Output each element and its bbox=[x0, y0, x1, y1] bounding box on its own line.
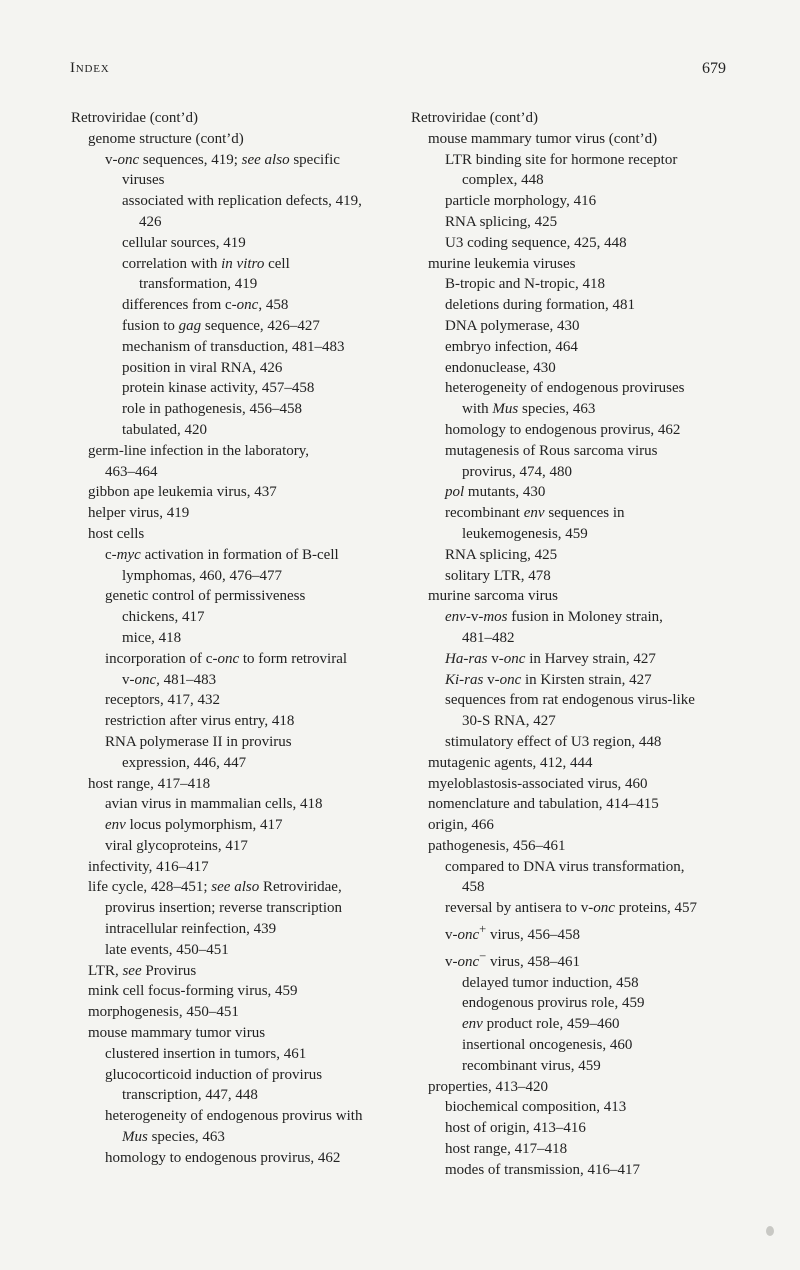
index-entry: with Mus species, 463 bbox=[462, 401, 596, 418]
index-entry: life cycle, 428–451; see also Retroviridae, bbox=[88, 879, 342, 896]
index-entry: provirus, 474, 480 bbox=[462, 463, 572, 480]
index-entry: 481–482 bbox=[462, 629, 515, 646]
index-entry: homology to endogenous provirus, 462 bbox=[445, 421, 681, 438]
index-entry: transformation, 419 bbox=[139, 276, 258, 293]
index-entry: complex, 448 bbox=[462, 172, 544, 189]
index-entry: v-onc sequences, 419; see also specific bbox=[105, 151, 340, 168]
index-entry: compared to DNA virus transformation, bbox=[445, 858, 685, 875]
index-entry: murine sarcoma virus bbox=[428, 588, 558, 605]
index-entry: myeloblastosis-associated virus, 460 bbox=[428, 775, 648, 792]
page-header bbox=[70, 60, 726, 82]
index-entry: mink cell focus-forming virus, 459 bbox=[88, 983, 298, 1000]
index-entry: gibbon ape leukemia virus, 437 bbox=[88, 484, 277, 501]
index-entry: v-onc− virus, 458–461 bbox=[445, 948, 580, 970]
index-entry: c-myc activation in formation of B-cell bbox=[105, 546, 339, 563]
index-entry: tabulated, 420 bbox=[122, 421, 207, 438]
index-entry: origin, 466 bbox=[428, 817, 494, 834]
index-entry: 426 bbox=[139, 213, 162, 230]
index-entry: reversal by antisera to v-onc proteins, 457 bbox=[445, 900, 698, 917]
index-entry: 30-S RNA, 427 bbox=[462, 713, 556, 730]
index-entry: nomenclature and tabulation, 414–415 bbox=[428, 796, 659, 813]
index-entry: RNA polymerase II in provirus bbox=[105, 733, 292, 750]
index-entry: env-v-mos fusion in Moloney strain, bbox=[445, 609, 663, 626]
index-entry: solitary LTR, 478 bbox=[445, 567, 551, 584]
index-entry: embryo infection, 464 bbox=[445, 338, 578, 355]
index-entry: cellular sources, 419 bbox=[122, 234, 246, 251]
index-entry: sequences from rat endogenous virus-like bbox=[445, 692, 695, 709]
index-entry: Retroviridae (cont’d) bbox=[411, 110, 539, 126]
index-entry: mouse mammary tumor virus bbox=[88, 1025, 266, 1042]
index-entry: incorporation of c-onc to form retroviral bbox=[105, 650, 348, 667]
index-entry: Mus species, 463 bbox=[122, 1129, 225, 1146]
index-entry: 458 bbox=[462, 879, 485, 896]
page-number: 679 bbox=[702, 60, 726, 77]
running-head: Index bbox=[70, 60, 110, 76]
index-entry: RNA splicing, 425 bbox=[445, 546, 558, 563]
index-entry: intracellular reinfection, 439 bbox=[105, 921, 277, 938]
index-entry: Ki-ras v-onc in Kirsten strain, 427 bbox=[445, 671, 652, 688]
index-entry: helper virus, 419 bbox=[88, 505, 190, 522]
index-entry: endonuclease, 430 bbox=[445, 359, 556, 376]
index-entry: biochemical composition, 413 bbox=[445, 1099, 627, 1116]
index-entry: heterogeneity of endogenous provirus with bbox=[105, 1108, 363, 1125]
index-entry: mouse mammary tumor virus (cont’d) bbox=[428, 130, 658, 147]
index-entry: morphogenesis, 450–451 bbox=[88, 1004, 239, 1021]
index-entry: pathogenesis, 456–461 bbox=[428, 837, 566, 854]
index-entry: v-onc, 481–483 bbox=[122, 671, 217, 688]
index-entry: mice, 418 bbox=[122, 629, 182, 646]
index-entry: homology to endogenous provirus, 462 bbox=[105, 1149, 341, 1166]
index-entry: B-tropic and N-tropic, 418 bbox=[445, 276, 605, 293]
index-entry: deletions during formation, 481 bbox=[445, 297, 635, 314]
index-entry: modes of transmission, 416–417 bbox=[445, 1161, 640, 1178]
index-entry: mutagenesis of Rous sarcoma virus bbox=[445, 442, 658, 459]
index-entry: pol mutants, 430 bbox=[445, 484, 546, 501]
index-column-left bbox=[71, 108, 389, 1169]
index-entry: infectivity, 416–417 bbox=[88, 858, 209, 875]
index-entry: position in viral RNA, 426 bbox=[122, 359, 283, 376]
index-entry: clustered insertion in tumors, 461 bbox=[105, 1045, 307, 1062]
index-entry: role in pathogenesis, 456–458 bbox=[122, 401, 302, 418]
index-entry: DNA polymerase, 430 bbox=[445, 317, 580, 334]
index-entry: chickens, 417 bbox=[122, 609, 205, 626]
index-entry: particle morphology, 416 bbox=[445, 193, 597, 210]
index-entry: stimulatory effect of U3 region, 448 bbox=[445, 733, 662, 750]
index-entry: delayed tumor induction, 458 bbox=[462, 974, 639, 991]
index-entry: transcription, 447, 448 bbox=[122, 1087, 258, 1104]
index-column-right bbox=[411, 108, 729, 1181]
index-entry: mechanism of transduction, 481–483 bbox=[122, 338, 345, 355]
index-entry: host of origin, 413–416 bbox=[445, 1120, 586, 1137]
index-entry: lymphomas, 460, 476–477 bbox=[122, 567, 282, 584]
index-entry: fusion to gag sequence, 426–427 bbox=[122, 317, 320, 334]
index-entry: late events, 450–451 bbox=[105, 941, 229, 958]
index-entry: recombinant virus, 459 bbox=[462, 1057, 601, 1074]
index-entry: env locus polymorphism, 417 bbox=[105, 817, 283, 834]
index-entry: RNA splicing, 425 bbox=[445, 213, 558, 230]
index-entry: LTR, see Provirus bbox=[88, 962, 197, 979]
index-entry: Ha-ras v-onc in Harvey strain, 427 bbox=[445, 650, 656, 667]
index-entry: viruses bbox=[122, 172, 165, 189]
index-entry: germ-line infection in the laboratory, bbox=[88, 442, 310, 459]
index-entry: v-onc+ virus, 456–458 bbox=[445, 922, 580, 944]
index-entry: host range, 417–418 bbox=[445, 1141, 568, 1158]
index-entry: avian virus in mammalian cells, 418 bbox=[105, 796, 323, 813]
index-entry: mutagenic agents, 412, 444 bbox=[428, 754, 593, 771]
index-entry: expression, 446, 447 bbox=[122, 754, 247, 771]
index-entry: LTR binding site for hormone receptor bbox=[445, 151, 678, 168]
index-entry: receptors, 417, 432 bbox=[105, 692, 220, 709]
index-entry: recombinant env sequences in bbox=[445, 505, 625, 522]
index-entry: glucocorticoid induction of provirus bbox=[105, 1066, 323, 1083]
index-entry: host range, 417–418 bbox=[88, 775, 211, 792]
index-entry: viral glycoproteins, 417 bbox=[105, 837, 248, 854]
index-entry: heterogeneity of endogenous proviruses bbox=[445, 380, 685, 397]
index-entry: env product role, 459–460 bbox=[462, 1016, 620, 1033]
scan-mark bbox=[766, 1226, 774, 1236]
index-entry: Retroviridae (cont’d) bbox=[71, 110, 199, 126]
index-entry: provirus insertion; reverse transcription bbox=[105, 900, 343, 917]
index-entry: properties, 413–420 bbox=[428, 1078, 548, 1095]
index-entry: insertional oncogenesis, 460 bbox=[462, 1037, 633, 1054]
index-entry: murine leukemia viruses bbox=[428, 255, 576, 272]
index-entry: restriction after virus entry, 418 bbox=[105, 713, 295, 730]
index-entry: correlation with in vitro cell bbox=[122, 255, 290, 272]
index-entry: associated with replication defects, 419, bbox=[122, 193, 362, 210]
index-entry: host cells bbox=[88, 525, 145, 542]
index-entry: genome structure (cont’d) bbox=[88, 130, 244, 147]
index-entry: protein kinase activity, 457–458 bbox=[122, 380, 315, 397]
index-entry: endogenous provirus role, 459 bbox=[462, 995, 645, 1012]
index-entry: U3 coding sequence, 425, 448 bbox=[445, 234, 627, 251]
index-entry: 463–464 bbox=[105, 463, 158, 480]
index-entry: differences from c-onc, 458 bbox=[122, 297, 289, 314]
index-entry: genetic control of permissiveness bbox=[105, 588, 306, 605]
index-entry: leukemogenesis, 459 bbox=[462, 525, 588, 542]
